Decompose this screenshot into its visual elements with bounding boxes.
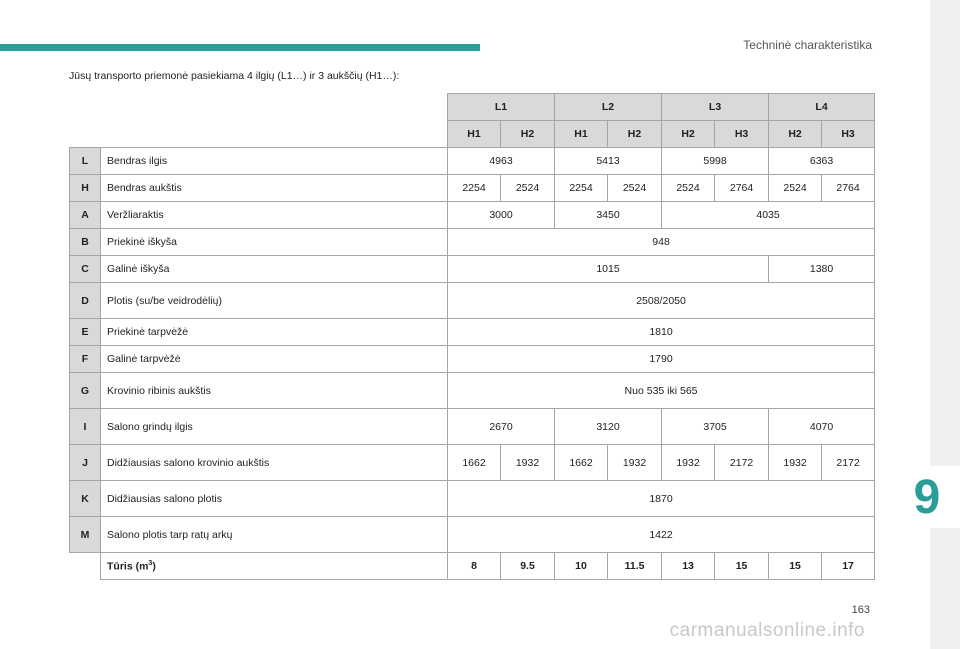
length-header-row — [70, 94, 875, 121]
volume-value: 15 — [769, 553, 822, 580]
length-header: L1 — [448, 94, 555, 121]
volume-row — [70, 553, 875, 580]
length-header: L4 — [769, 94, 875, 121]
cell-value: 1662 — [555, 445, 608, 481]
row-label: Salono grindų ilgis — [101, 409, 448, 445]
cell-value: 1870 — [448, 481, 875, 517]
cell-value: 1932 — [501, 445, 555, 481]
height-header: H2 — [769, 121, 822, 148]
table-row — [70, 373, 875, 409]
volume-value: 17 — [822, 553, 875, 580]
cell-value: 2764 — [715, 175, 769, 202]
cell-value: 2524 — [662, 175, 715, 202]
volume-value: 10 — [555, 553, 608, 580]
cell-value: 1422 — [448, 517, 875, 553]
cell-value: 3450 — [555, 202, 662, 229]
table-row — [70, 256, 875, 283]
table-row — [70, 229, 875, 256]
chapter-tab-edge — [930, 0, 960, 649]
row-label: Galinė iškyša — [101, 256, 448, 283]
cell-value: 3120 — [555, 409, 662, 445]
row-label: Priekinė iškyša — [101, 229, 448, 256]
row-label: Krovinio ribinis aukštis — [101, 373, 448, 409]
cell-value: 1662 — [448, 445, 501, 481]
cell-value: 5413 — [555, 148, 662, 175]
cell-value: 6363 — [769, 148, 875, 175]
cell-value: 1932 — [769, 445, 822, 481]
cell-value: 5998 — [662, 148, 769, 175]
volume-value: 13 — [662, 553, 715, 580]
row-key: E — [70, 319, 101, 346]
table-row — [70, 148, 875, 175]
page-number: 163 — [851, 604, 870, 616]
cell-value: 1932 — [662, 445, 715, 481]
height-header: H1 — [448, 121, 501, 148]
row-key: H — [70, 175, 101, 202]
height-header: H2 — [662, 121, 715, 148]
cell-value: 2524 — [501, 175, 555, 202]
cell-value: 1810 — [448, 319, 875, 346]
height-header-row — [70, 121, 875, 148]
table-row — [70, 445, 875, 481]
volume-value: 11.5 — [608, 553, 662, 580]
cell-value: 3705 — [662, 409, 769, 445]
chapter-tab: 9 — [894, 466, 960, 528]
volume-value: 8 — [448, 553, 501, 580]
table-row — [70, 481, 875, 517]
table-row — [70, 175, 875, 202]
height-header: H2 — [501, 121, 555, 148]
cell-value: 948 — [448, 229, 875, 256]
row-label: Didžiausias salono krovinio aukštis — [101, 445, 448, 481]
volume-value: 9.5 — [501, 553, 555, 580]
intro-text: Jūsų transporto priemonė pasiekiama 4 ilgių (L1…) ir 3 aukščių (H1…): — [69, 70, 400, 82]
cell-value: 4963 — [448, 148, 555, 175]
row-label: Galinė tarpvėžė — [101, 346, 448, 373]
cell-value: 2254 — [555, 175, 608, 202]
table-row — [70, 409, 875, 445]
row-key: J — [70, 445, 101, 481]
cell-value: 2172 — [715, 445, 769, 481]
row-key: D — [70, 283, 101, 319]
cell-value: 3000 — [448, 202, 555, 229]
cell-value: 1380 — [769, 256, 875, 283]
row-key: L — [70, 148, 101, 175]
table-row — [70, 319, 875, 346]
row-key: A — [70, 202, 101, 229]
cell-value: 1932 — [608, 445, 662, 481]
cell-value: 2670 — [448, 409, 555, 445]
table-row — [70, 283, 875, 319]
row-key: C — [70, 256, 101, 283]
cell-value: Nuo 535 iki 565 — [448, 373, 875, 409]
cell-value: 4070 — [769, 409, 875, 445]
cell-value: 2524 — [608, 175, 662, 202]
row-label: Didžiausias salono plotis — [101, 481, 448, 517]
volume-label: Tūris $(m^3)$ — [101, 553, 448, 580]
row-label: Salono plotis tarp ratų arkų — [101, 517, 448, 553]
row-label: Bendras aukštis — [101, 175, 448, 202]
row-key: G — [70, 373, 101, 409]
height-header: H3 — [822, 121, 875, 148]
row-label: Plotis (su/be veidrodėlių) — [101, 283, 448, 319]
table-row — [70, 517, 875, 553]
cell-value: 2764 — [822, 175, 875, 202]
dimensions-table — [69, 93, 875, 580]
row-key: F — [70, 346, 101, 373]
section-title: Techninė charakteristika — [743, 38, 872, 52]
header-accent-bar — [0, 44, 480, 51]
cell-value: 2524 — [769, 175, 822, 202]
cell-value: 1790 — [448, 346, 875, 373]
row-key: B — [70, 229, 101, 256]
height-header: H2 — [608, 121, 662, 148]
row-key: K — [70, 481, 101, 517]
row-label: Veržliaraktis — [101, 202, 448, 229]
watermark: carmanualsonline.info — [669, 620, 865, 641]
cell-value: 4035 — [662, 202, 875, 229]
cell-value: 1015 — [448, 256, 769, 283]
row-key: M — [70, 517, 101, 553]
cell-value: 2254 — [448, 175, 501, 202]
table-row — [70, 346, 875, 373]
height-header: H3 — [715, 121, 769, 148]
length-header: L3 — [662, 94, 769, 121]
volume-value: 15 — [715, 553, 769, 580]
cell-value: 2172 — [822, 445, 875, 481]
row-key: I — [70, 409, 101, 445]
row-label: Bendras ilgis — [101, 148, 448, 175]
row-label: Priekinė tarpvėžė — [101, 319, 448, 346]
height-header: H1 — [555, 121, 608, 148]
cell-value: 2508/2050 — [448, 283, 875, 319]
length-header: L2 — [555, 94, 662, 121]
table-row — [70, 202, 875, 229]
